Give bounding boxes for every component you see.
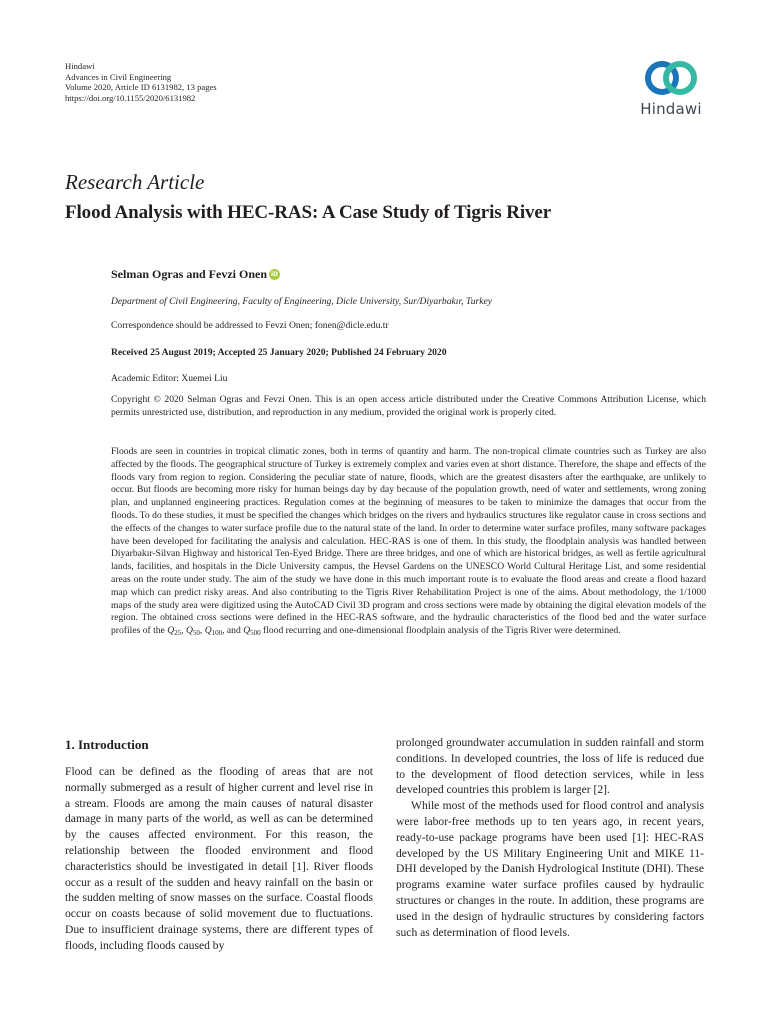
hindawi-logo[interactable] [628,58,714,118]
copyright-notice: Copyright © 2020 Selman Ogras and Fevzi Onen. This is an open access article distributed under the Creative Commons Attribution License, which permits unrestricted use, distribution, and reproduction in any medium, provided the original work is properly cited. [111,394,706,418]
q-symbol: Q [185,625,193,637]
journal-meta [65,61,217,103]
affiliation: Department of Civil Engineering, Faculty of Engineering, Dicle University, Sur/Diyarbakır, Turkey [111,296,493,307]
abstract-tail: flood recurring and one-dimensional floodplain analysis of the Tigris River were determined. [260,625,621,637]
doi-link[interactable]: https://doi.org/10.1155/2020/6131982 [65,92,196,103]
authors-text: Selman Ogras and Fevzi Onen [111,267,268,281]
separator: , and [222,625,244,637]
intro-paragraph: While most of the methods used for flood control and analysis were labor-free methods up to ten years ago, in recent years, ready-to-use package programs have been used [1]: HEC-RAS developed by the US Military Engineering Unit and MIKE 11-DHI developed by the Danish Hydrological Institute (DHI). These programs examine water surface profiles caused by hydraulic structures or changes in the route. In addition, these programs are used in the design of hydraulic structures by considering factors such as determination of flood levels. [396,799,704,939]
q100-subscript: 100 [211,629,223,638]
author-list [111,267,280,282]
q-symbol: Q [167,625,175,637]
intro-paragraph: prolonged groundwater accumulation in sudden rainfall and storm conditions. In developed countries, the loss of life is reduced due to the development of flood detection services, while in less developed countries this problem is larger [2]. [396,736,704,797]
volume-line: Volume 2020, Article ID 6131982, 13 pages [65,82,217,93]
academic-editor: Academic Editor: Xuemei Liu [111,373,228,384]
section-heading-introduction: 1. Introduction [65,737,149,752]
q-symbol: Q [243,625,251,637]
publisher-name: Hindawi [65,61,95,71]
abstract [111,446,706,638]
publication-dates: Received 25 August 2019; Accepted 25 January 2020; Published 24 February 2020 [111,347,447,358]
abstract-text: Floods are seen in countries in tropical climatic zones, both in terms of quantity and harm. The non-tropical climate countries such as Turkey are also affected by the floods. The geographical structure of Turkey is extremely complex and varies even at short distance. Therefore, the shape and effects of the floods vary from region to region. Considering the peculiar state of nature, floods, which are the greatest disasters after the earthquake, are unlikely to occur. But floods are becoming more risky for human beings day by day because of the population growth, need of water and settlements, wrong zoning plan, and unplanned engineering practices. Regulation comes at the beginning of measures to be taken to minimize the damages that occur from the floods. To do these studies, it must be specified the changes which bridges on the rivers and hydraulics structures like regulator cause in cross sections and the effects of the changes to water surface profile due to the natural state of the land. In order to determine water surface profiles, many software packages have been developed for facilitating the analysis and calculation. HEC-RAS is one of them. In this study, the floodplain analysis was handled between Diyarbakır-Silvan Highway and historical Ten-Eyed Bridge. There are three bridges, and one of which are historical bridges, as well as fertile agricultural lands, facilities, and hospitals in the Dicle University campus, the Hevsel Gardens on the UNESCO World Cultural Heritage List, and some residential areas on the route under study. The aim of the study we have done in this much important route is to evaluate the flood areas and create a flood hazard map which can predict risky areas. And also contributing to the Tigris River Rehabilitation Project is one of the aims. About methodology, the 1/1000 maps of the study area were digitized using the AutoCAD Civil 3D program and cross sections were made by obtaining the digital elevation models of the region. The obtained cross sections were defined in the HEC-RAS software, and the hydraulic characteristics of the flood bed and the water surface profiles of the [111,446,706,637]
separator: , [181,625,186,637]
orcid-icon[interactable]: iD [270,271,279,278]
intro-paragraph: Flood can be defined as the flooding of areas that are not normally submerged as a result of higher current and level rise in a stream. Floods are among the main causes of natural disaster damage in many parts of the world, as well as can be determined by the causes affected environment. For this reason, the relationship between the flooded environment and flood characteristics should be investigated in detail [1]. River floods occur as a result of the sudden and heavy rainfall on the basin or the sudden melting of snow masses on the surface. Coastal floods occur on coasts because of solid movement due to fluctuations. Due to insufficient drainage systems, there are different types of floods, including floods caused by [65,765,373,952]
separator: , [199,625,205,637]
body-column-left [65,764,373,954]
logo-wordmark: Hindawi [640,100,702,118]
q25-subscript: 25 [174,629,182,638]
q-symbol: Q [204,625,212,637]
body-column-right [396,735,704,940]
journal-name: Advances in Civil Engineering [65,71,172,82]
correspondence: Correspondence should be addressed to Fevzi Onen; fonen@dicle.edu.tr [111,320,389,331]
article-title: Flood Analysis with HEC-RAS: A Case Study of Tigris River [65,202,552,223]
q50-subscript: 50 [192,629,200,638]
q500-subscript: 500 [250,629,261,638]
article-type: Research Article [65,170,205,194]
hindawi-rings-icon [643,58,699,98]
